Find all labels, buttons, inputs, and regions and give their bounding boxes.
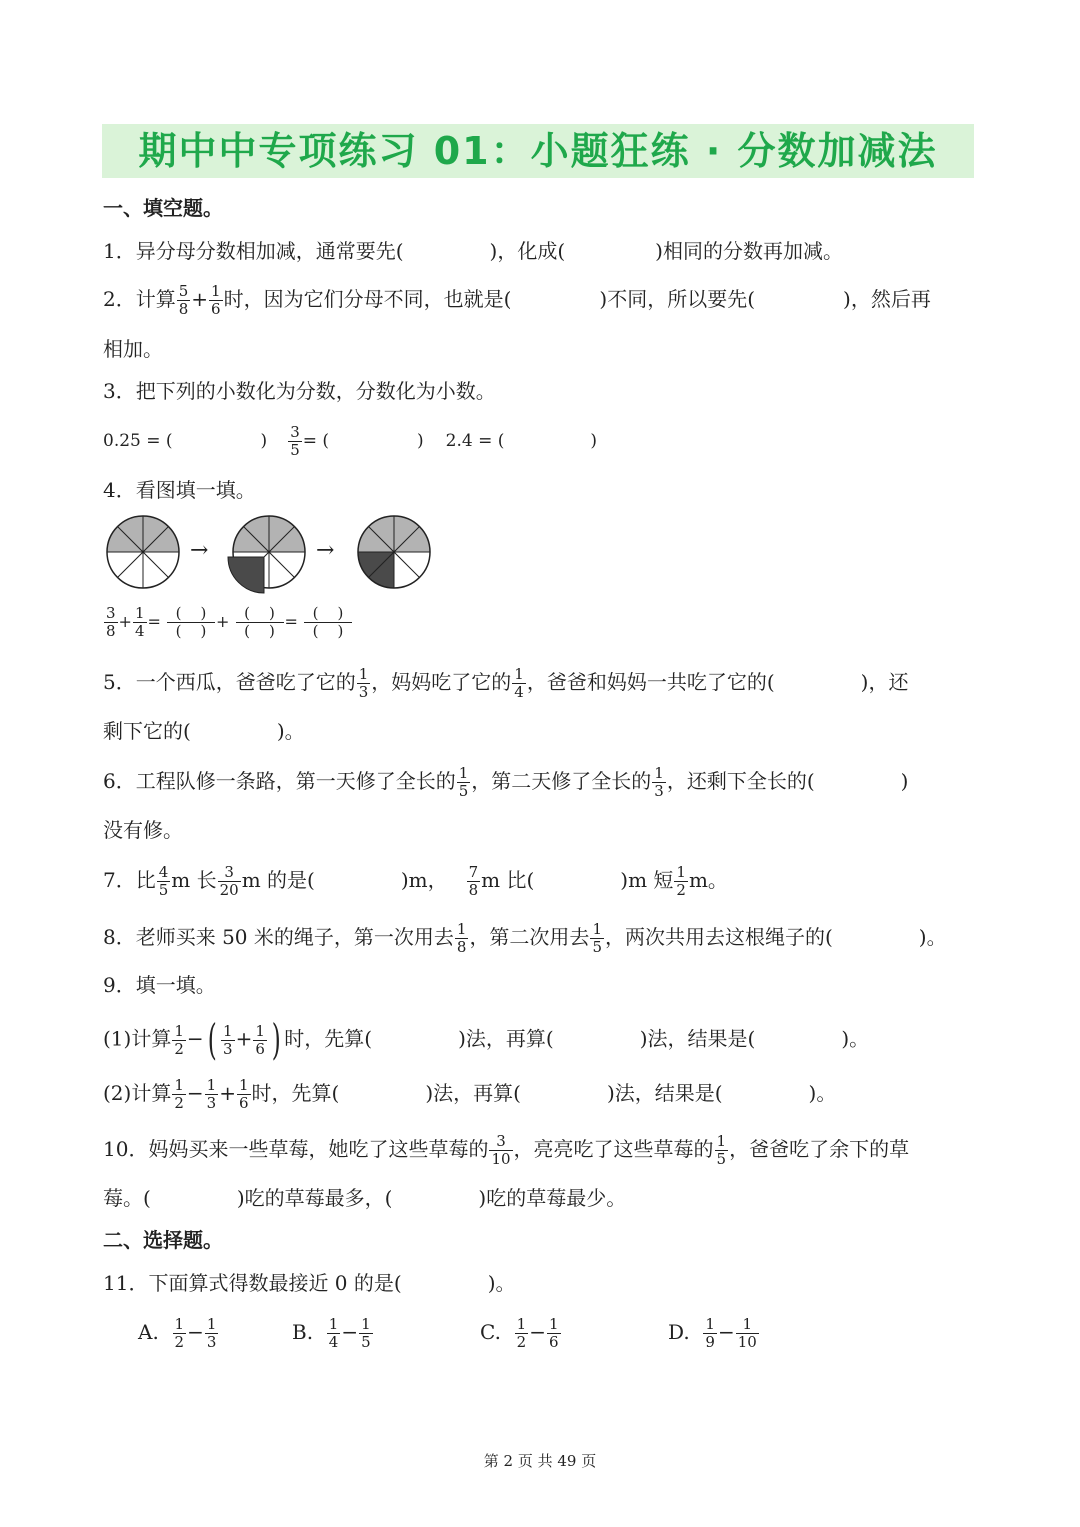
option-d[interactable]: D. $\frac{1}{9}$ − $\frac{1}{10}$: [668, 1315, 757, 1351]
fraction: $\frac{1}{9}$: [705, 1315, 715, 1351]
question-1: 1．异分母分数相加减，通常要先( )，化成( )相同的分数再加减。: [103, 239, 843, 263]
fraction: $\frac{3}{8}$: [106, 604, 116, 640]
option-a[interactable]: A. $\frac{1}{2}$ − $\frac{1}{3}$: [138, 1315, 217, 1351]
fraction: $\frac{1}{5}$: [361, 1315, 371, 1351]
question-7: 7．比 $\frac{4}{5}$ m 长 $\frac{3}{20}$ m 的是( )m， $\frac{7}{8}$ m 比( )m 短 $\frac{1}{2}$ m。: [103, 863, 728, 899]
question-5: 5．一个西瓜，爸爸吃了它的 $\frac{1}{3}$ ，妈妈吃了它的 $\frac{1}{4}$ ，爸爸和妈妈一共吃了它的( )，还: [103, 665, 909, 701]
question-4-equation: $\frac{3}{8}$ + $\frac{1}{4}$ = $\frac{( )}{( )}$ + $\frac{( )}{( )}$ = $\frac{( )}{( )}$: [103, 602, 353, 642]
question-3: 3．把下列的小数化为分数，分数化为小数。: [103, 379, 496, 403]
fraction: $\frac{1}{3}$: [654, 764, 664, 800]
fraction: $\frac{1}{6}$: [255, 1021, 265, 1058]
section-heading-choice: 二、选择题。: [103, 1228, 223, 1252]
question-6: 6．工程队修一条路，第一天修了全长的 $\frac{1}{5}$ ，第二天修了全长的 $\frac{1}{3}$ ，还剩下全长的( ): [103, 764, 909, 800]
fraction: $\frac{1}{3}$: [358, 665, 369, 701]
blank-fraction: $\frac{( )}{( )}$: [236, 605, 284, 640]
question-9-part-2: (2)计算 $\frac{1}{2}$ − $\frac{1}{3}$ + $\frac{1}{6}$ 时，先算( )法，再算( )法，结果是( )。: [103, 1076, 837, 1112]
option-b[interactable]: B. $\frac{1}{4}$ − $\frac{1}{5}$: [292, 1315, 371, 1351]
fraction: $\frac{1}{4}$: [328, 1315, 339, 1351]
fraction: $\frac{1}{2}$: [676, 863, 686, 899]
fraction: $\frac{1}{2}$: [174, 1076, 184, 1112]
fraction: $\frac{5}{8}$: [178, 282, 189, 318]
blank-fraction: $\frac{( )}{( )}$: [167, 605, 215, 640]
fraction: $\frac{1}{6}$: [211, 282, 221, 318]
question-3-items: 0.25 = ( ) $\frac{3}{5}$ = ( ) 2.4 = ( ): [103, 423, 598, 459]
pie-diagram-1: [106, 515, 180, 589]
question-9: 9．填一填。: [103, 973, 216, 997]
pie-diagram-2: [226, 515, 306, 595]
fraction: $\frac{1}{2}$: [174, 1315, 185, 1351]
fraction: $\frac{1}{2}$: [174, 1021, 184, 1058]
blank-fraction: $\frac{( )}{( )}$: [304, 605, 352, 640]
fraction: $\frac{1}{2}$: [516, 1315, 527, 1351]
fraction: $\frac{1}{4}$: [514, 665, 524, 701]
question-4: 4．看图填一填。: [103, 478, 256, 502]
fraction: $\frac{1}{3}$: [206, 1315, 217, 1351]
question-11: 11．下面算式得数最接近 0 的是( )。: [103, 1271, 516, 1295]
section-heading-fill-in: 一、填空题。: [103, 196, 223, 220]
fraction: $\frac{1}{5}$: [716, 1132, 727, 1168]
fraction: $\frac{1}{5}$: [458, 764, 469, 800]
question-10: 10．妈妈买来一些草莓，她吃了这些草莓的 $\frac{3}{10}$ ，亮亮吃了这些草莓的 $\frac{1}{5}$ ，爸爸吃了余下的草: [103, 1132, 910, 1168]
question-5-cont: 剩下它的( )。: [103, 719, 305, 743]
option-c[interactable]: C. $\frac{1}{2}$ − $\frac{1}{6}$: [480, 1315, 559, 1351]
fraction: $\frac{4}{5}$: [158, 863, 169, 899]
arrow-icon: →: [316, 538, 335, 563]
fraction: $\frac{1}{8}$: [456, 920, 467, 956]
fraction: $\frac{3}{5}$: [290, 423, 300, 459]
fraction: $\frac{1}{6}$: [238, 1076, 249, 1112]
question-10-cont: 莓。( )吃的草莓最多，( )吃的草莓最少。: [103, 1186, 627, 1210]
fraction: $\frac{3}{20}$: [219, 863, 239, 899]
page-footer: 第 2 页 共 49 页: [483, 1452, 597, 1470]
fraction: $\frac{1}{5}$: [592, 920, 602, 956]
fraction: $\frac{3}{10}$: [491, 1132, 511, 1168]
question-2-cont: 相加。: [103, 337, 163, 361]
fraction: $\frac{1}{4}$: [134, 604, 145, 640]
fraction: $\frac{1}{10}$: [737, 1315, 757, 1351]
question-6-cont: 没有修。: [103, 818, 183, 842]
question-9-part-1: (1)计算 $\frac{1}{2}$ −( $\frac{1}{3}$ + $\frac{1}{6}$ ) 时，先算( )法，再算( )法，结果是( )。: [103, 1015, 870, 1064]
fraction: $\frac{1}{3}$: [206, 1076, 217, 1112]
question-8: 8．老师买来 50 米的绳子，第一次用去 $\frac{1}{8}$ ，第二次用去 $\frac{1}{5}$ ，两次共用去这根绳子的( )。: [103, 920, 947, 956]
arrow-icon: →: [190, 538, 209, 563]
fraction: $\frac{1}{6}$: [548, 1315, 559, 1351]
fraction: $\frac{7}{8}$: [468, 863, 479, 899]
fraction: $\frac{1}{3}$: [223, 1021, 233, 1058]
page-title: 期中中专项练习 01：小题狂练 · 分数加减法: [138, 129, 938, 173]
question-2: 2．计算 $\frac{5}{8}$ + $\frac{1}{6}$ 时，因为它们分母不同，也就是( )不同，所以要先( )，然后再: [103, 282, 931, 318]
pie-diagram-3: [357, 515, 431, 589]
